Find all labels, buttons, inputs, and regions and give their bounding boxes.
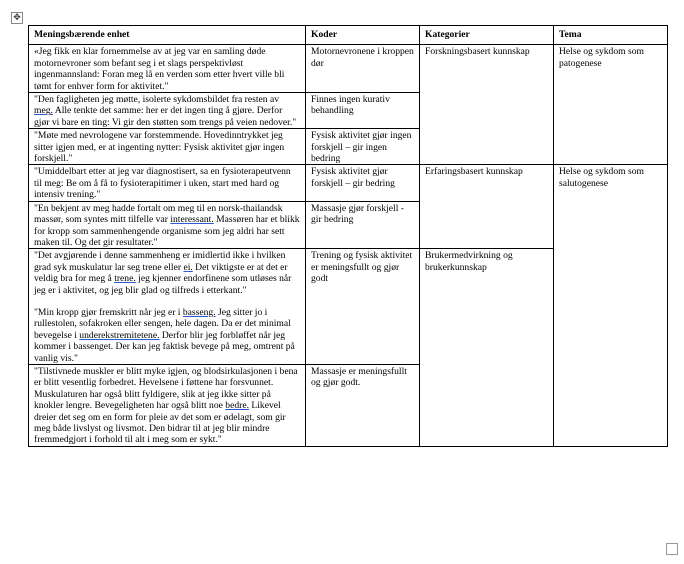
table-header-row [29, 26, 668, 45]
spelling-mark: meg. [34, 105, 53, 117]
code-cell[interactable]: Fysisk aktivitet gjør ingen forskjell – gir ingen bedring [306, 129, 420, 165]
spelling-mark: interessant. [170, 214, 214, 226]
category-cell[interactable]: Erfaringsbasert kunnskap [420, 165, 554, 249]
code-cell[interactable]: Finnes ingen kurativ behandling [306, 93, 420, 129]
code-cell[interactable]: Fysisk aktivitet gjør forskjell – gir bedring [306, 165, 420, 201]
meaning-unit-cell[interactable]: "Møte med nevrologene var forstemmende. Hovedinntrykket jeg sitter igjen med, er at ingenting nytter: Fysisk aktivitet gjør ingen forskjell." [29, 129, 306, 165]
table-row [29, 45, 668, 93]
move-table-icon[interactable]: ✥ [11, 12, 23, 24]
spelling-mark: bedre. [225, 400, 249, 412]
spelling-mark: basseng. [182, 306, 216, 318]
resize-table-icon[interactable] [666, 543, 678, 555]
spelling-mark: ei. [183, 261, 193, 273]
header-categories: Kategorier [420, 26, 554, 45]
meaning-unit-cell[interactable]: "En bekjent av meg hadde fortalt om meg til en norsk-thailandsk massør, som syntes mitt tilfelle var interessant. Massøren har et blikk for kropp som sammenhengende organisme som jeg aldri har sett maken til. Og det gir resultater." [29, 201, 306, 249]
spelling-mark: underekstremitetene. [79, 329, 160, 341]
code-cell[interactable]: Motornevronene i kroppen dør [306, 45, 420, 93]
meaning-unit-cell[interactable]: "Tilstivnede muskler er blitt myke igjen, og blodsirkulasjonen i bena er blitt vesentlig forbedret. Hevelsene i føttene har forsvunnet. Muskulaturen har også blitt fyldigere, slik at jeg ikke sitter på knokler lengre. Bevegeligheten har også blitt noe bedre. Likevel dreier det seg om en form for pleie av det som er ødelagt, som gir meg både livslyst og livsmot. Den bidrar til at jeg blir mindre fremmedgjort i forhold til alt i meg som er sykt." [29, 364, 306, 446]
meaning-unit-cell[interactable]: "Umiddelbart etter at jeg var diagnostisert, sa en fysioterapeutvenn til meg: Be om å få to fysioterapitimer i uken, start med hard og intensiv trening." [29, 165, 306, 201]
category-cell[interactable]: Brukermedvirkning og brukerkunnskap [420, 249, 554, 447]
spelling-mark: trene. [114, 273, 136, 285]
header-codes: Koder [306, 26, 420, 45]
meaning-unit-cell[interactable]: "Det avgjørende i denne sammenheng er imidlertid ikke i hvilken grad syk muskulatur lar seg trene eller ei. Det viktigste er at det er veldig bra for meg å trene. jeg kjenner endorfinene som utløses når jeg er i aktivitet, og jeg blir glad og tilfreds i etterkant." "Min kropp gjør fremskritt når jeg er i basseng. Jeg sitter jo i rullestolen, sofakroken eller sengen, hele dagen. Da er det minimal bevegelse i underekstremitetene. Derfor blir jeg forbløffet når jeg kommer i bassenget. Der kan jeg faktisk bevege på meg, omtrent på vanlig vis." [29, 249, 306, 365]
table-row [29, 165, 668, 201]
header-theme: Tema [554, 26, 668, 45]
code-cell[interactable]: Trening og fysisk aktivitet er meningsfullt og gjør godt [306, 249, 420, 365]
header-meaning-unit: Meningsbærende enhet [29, 26, 306, 45]
category-cell[interactable]: Forskningsbasert kunnskap [420, 45, 554, 165]
analysis-table [28, 25, 668, 447]
meaning-unit-cell[interactable]: "Den fagligheten jeg møtte, isolerte sykdomsbildet fra resten av meg. Alle tenkte det samme: her er det ingen ting å gjøre. Derfor gjør vi bare en ting: Vi gir den støtten som trengs på veien nedover." [29, 93, 306, 129]
meaning-unit-cell[interactable]: «Jeg fikk en klar fornemmelse av at jeg var en samling døde motornevroner som befant seg i et slags perspektivløst ingenmannsland: Foran meg lå en verden som etter hvert ville bli tømt for enhver form for aktivitet." [29, 45, 306, 93]
theme-cell[interactable]: Helse og sykdom som salutogenese [554, 165, 668, 446]
code-cell[interactable]: Massasje gjør forskjell - gir bedring [306, 201, 420, 249]
code-cell[interactable]: Massasje er meningsfullt og gjør godt. [306, 364, 420, 446]
theme-cell[interactable]: Helse og sykdom som patogenese [554, 45, 668, 165]
